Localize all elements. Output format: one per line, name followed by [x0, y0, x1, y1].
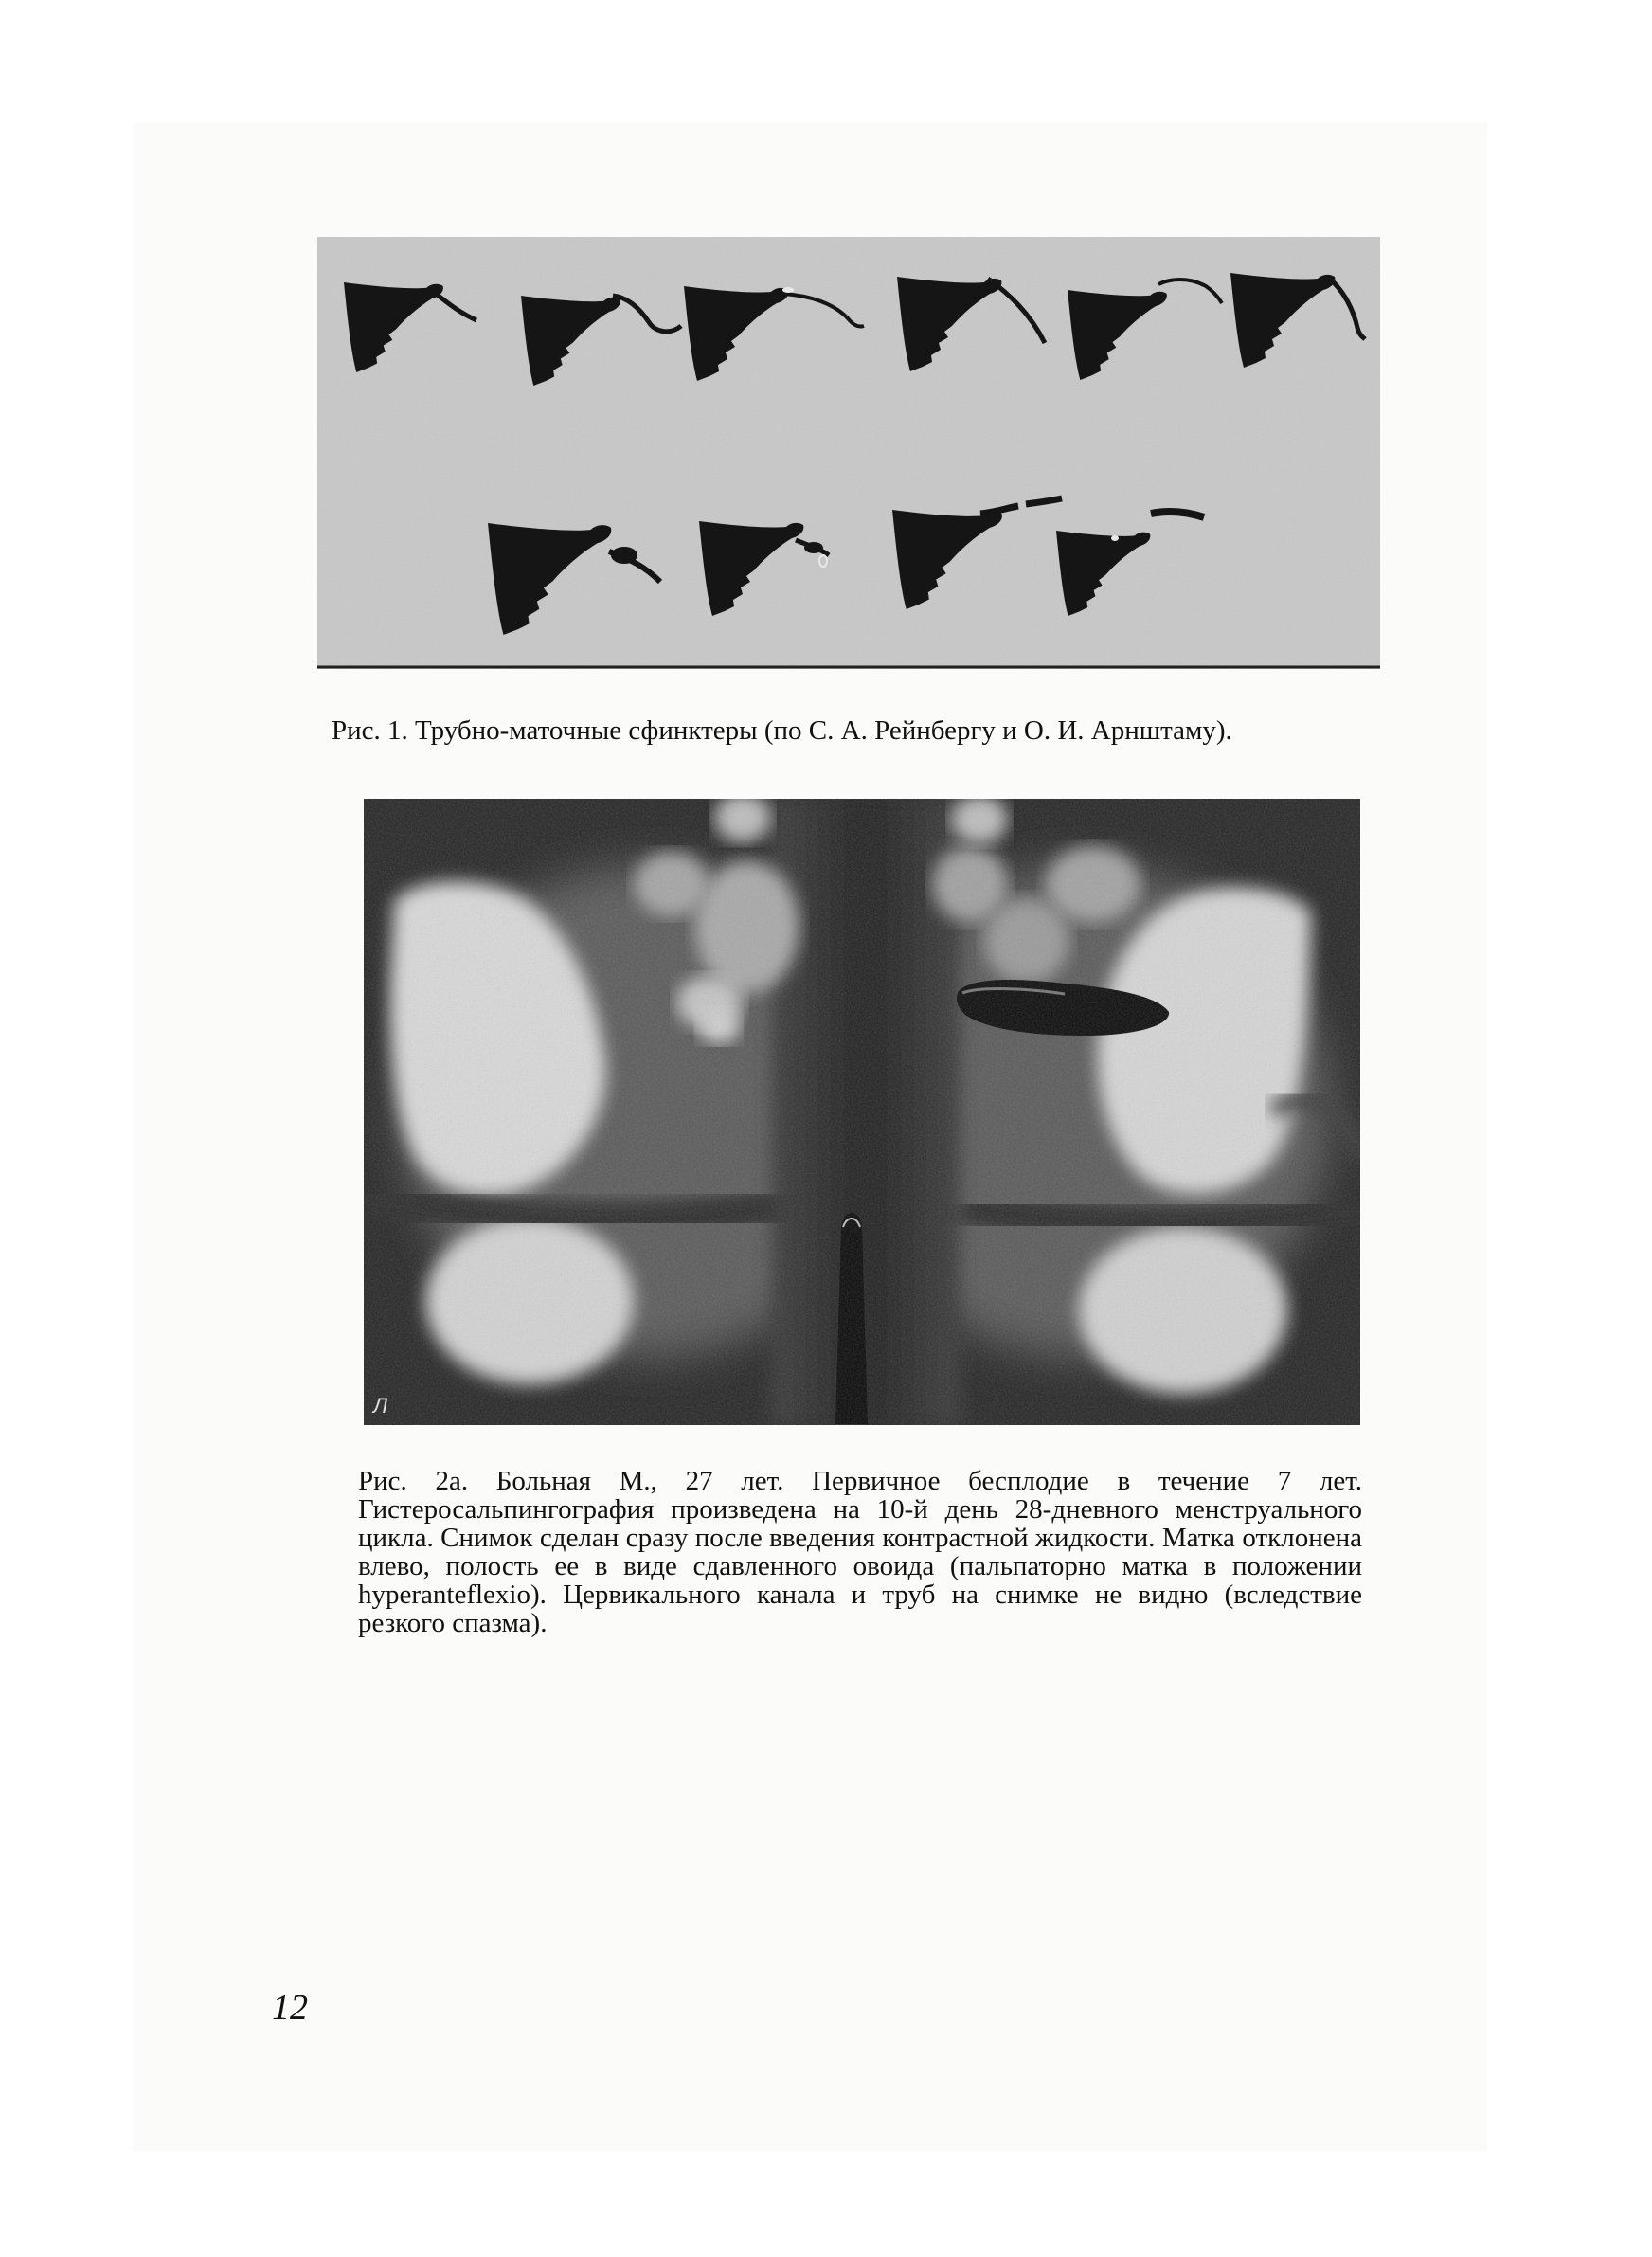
figure-2-caption: Рис. 2а. Больная М., 27 лет. Первичное бесплодие в течение 7 лет. Гистеросальпингография произведена на 10-й день 28-дневного менструального цикла. Снимок сделан сразу после введения контрастной жидкости. Матка отклонена влево, полость ее в виде сдавленного овоида (пальпаторно матка в положении hyperanteflexio). Цервикального канала и труб на снимке не видно (вследствие резкого спазма). [358, 1466, 1362, 1638]
film-marker: Л [373, 1394, 388, 1417]
figure-2-radiograph [364, 799, 1360, 1425]
page-number: 12 [272, 1988, 308, 2028]
figure-1-caption: Рис. 1. Трубно-маточные сфинктеры (по С. А. Рейнбергу и О. И. Арнштаму). [332, 715, 1232, 746]
figure-1-sphincter-diagrams [317, 237, 1380, 669]
